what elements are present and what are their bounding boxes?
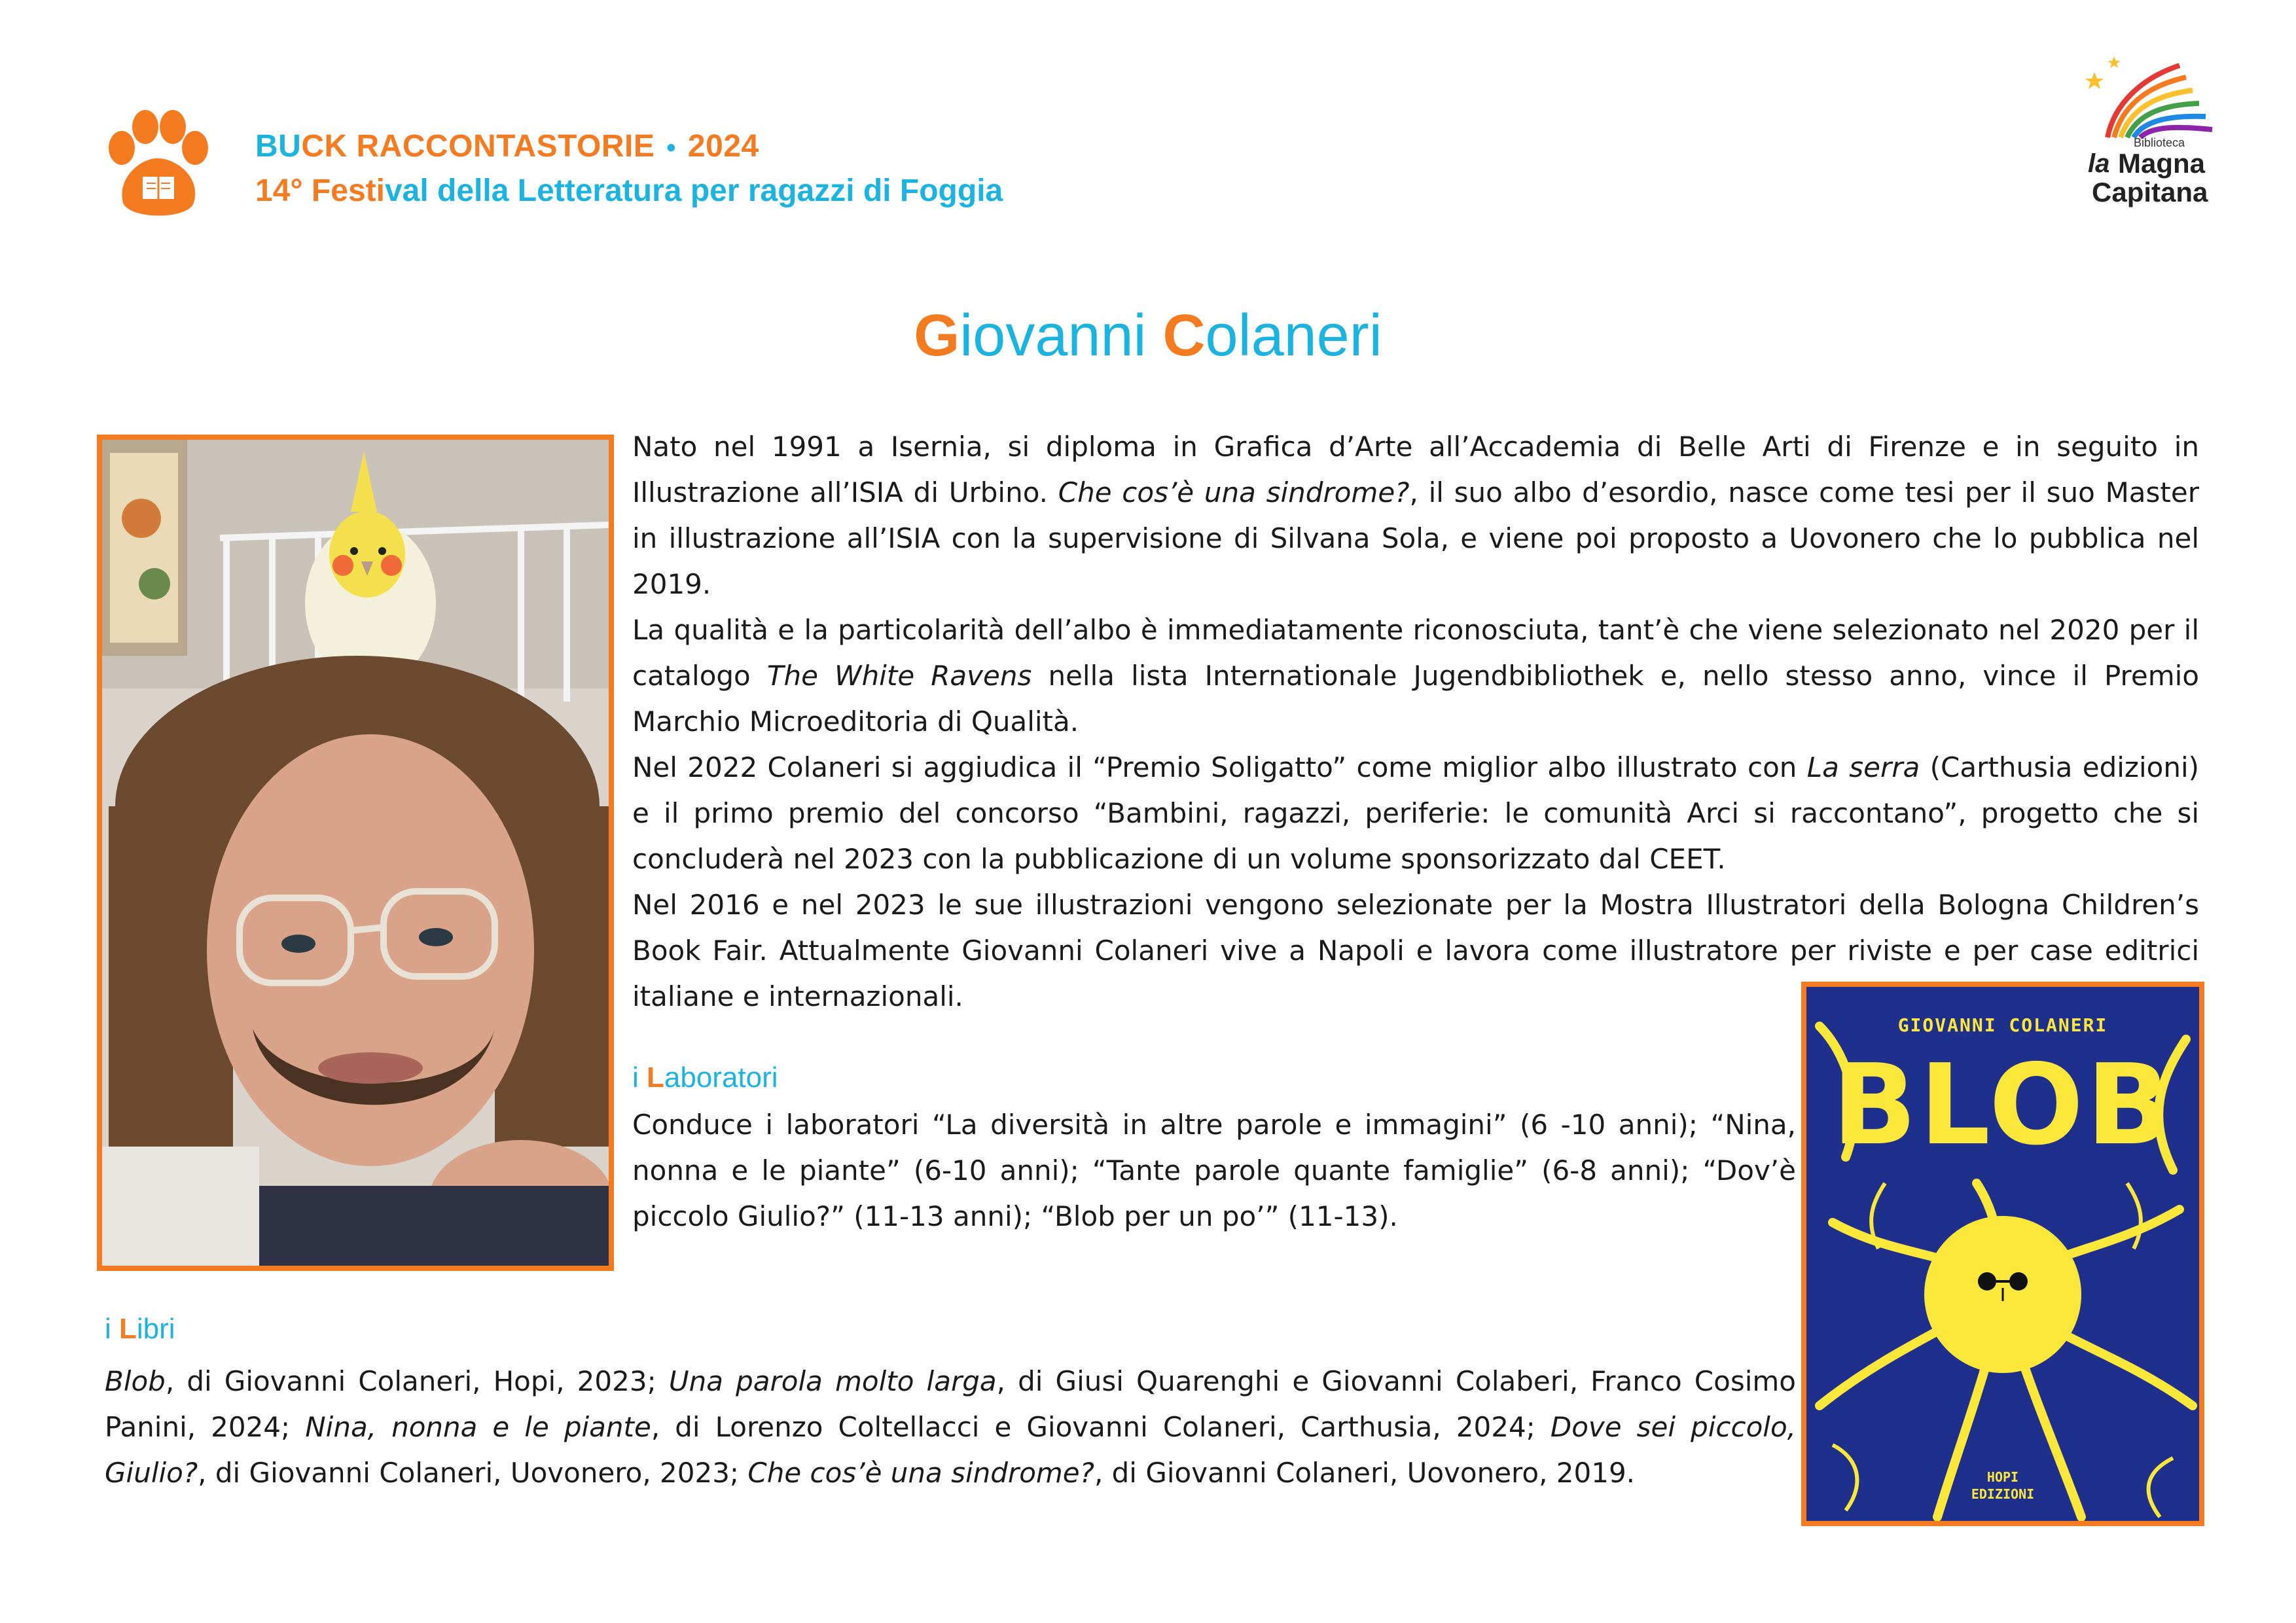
- book-details: , di Giovanni Colaneri, Uovonero, 2023;: [198, 1457, 748, 1489]
- festival-title: [255, 128, 759, 164]
- festival-title-part: C: [301, 129, 325, 164]
- festival-title-part: BU: [255, 129, 302, 164]
- book-title: Blob: [105, 1365, 166, 1397]
- heading-rest: aboratori: [664, 1061, 778, 1094]
- cover-publisher: [1801, 1469, 2204, 1503]
- laboratori-text: Conduce i laboratori “La diversità in altre parole e immagini” (6 -10 anni); “Nina, nonna e le piante” (6-10 anni); “Tante parole quante famiglie” (6-8 anni); “Dov’è piccolo Giulio?” (11-13 anni); “Blob per un po’” (11-13).: [632, 1109, 1796, 1232]
- bio-text-segment: (Carthusia edizioni) e il primo premio del concorso “Bambini, ragazzi, periferie: le comunità Arci si raccontano”, progetto che si concluderà nel 2023 con la pubblicazione di un volume sponsorizzato dal CEET.: [632, 751, 2200, 875]
- bio-italic-title: La serra: [1806, 751, 1920, 783]
- logo-magna-label: Magna: [2118, 148, 2206, 179]
- book-details: , di Lorenzo Coltellacci e Giovanni Colaneri, Carthusia, 2024;: [651, 1411, 1551, 1443]
- author-portrait: [97, 435, 614, 1271]
- heading-prefix: i: [632, 1061, 647, 1094]
- book-title: Che cos’è una sindrome?: [747, 1457, 1094, 1489]
- bio-italic-title: Che cos’è una sindrome?: [1058, 476, 1410, 508]
- bio-text-segment: nella lista Internationale Jugendbibliothek e, nello stesso anno, vince il Premio Marchio Microeditoria di Qualità.: [632, 660, 2200, 738]
- book-title: Una parola molto larga: [668, 1365, 997, 1397]
- subtitle-part: val della Le: [384, 173, 554, 208]
- bio-text-segment: La qualità e la particolarità dell’albo è immediatamente riconosciuta, tant’è che viene selezionato nel 2020 per il catalogo: [632, 614, 2199, 692]
- bio-text-segment: Nel 2022 Colaneri si aggiudica il “Premio Soligatto” come miglior albo illustrato con: [632, 751, 1807, 783]
- paw-book-logo-icon: [97, 105, 215, 223]
- subtitle-part: tt: [554, 173, 575, 208]
- bio-text: [632, 424, 2199, 1020]
- festival-subtitle: [255, 173, 1003, 209]
- name-initial: G: [914, 303, 960, 368]
- heading-initial: L: [647, 1061, 664, 1094]
- book-details: , di Giusi Quarenghi e Giovanni Colaberi, Franco Cosimo Panini, 2024;: [105, 1365, 1796, 1443]
- cover-publisher-line: HOPI: [1986, 1469, 2019, 1485]
- portrait-illustration: [102, 440, 609, 1266]
- name-rest: olaneri: [1205, 303, 1382, 368]
- festival-title-dot: •: [666, 134, 676, 162]
- bio-paragraph: [632, 745, 2199, 882]
- libri-text: [105, 1359, 1796, 1496]
- bio-text-segment: , il suo albo d’esordio, nasce come tesi per il suo Master in illustrazione all’ISIA con la supervisione di Silvana Sola, e viene poi proposto a Uovonero che lo pubblica nel 2019.: [632, 476, 2199, 600]
- laboratori-heading: [632, 1061, 778, 1094]
- subtitle-part: ti: [365, 173, 385, 208]
- bio-paragraph: Nel 2016 e nel 2023 le sue illustrazioni vengono selezionate per la Mostra Illustratori della Bologna Children’s Book Fair. Attualmente Giovanni Colaneri vive a Napoli e lavora come illustratore per riviste e per case editrici italiane e internazionali.: [632, 889, 2199, 1012]
- logo-biblioteca-label: Biblioteca: [2134, 136, 2185, 149]
- subtitle-part: eratura per ragazzi di Foggia: [575, 173, 1003, 208]
- heading-rest: ibri: [136, 1313, 175, 1345]
- festival-title-part: K RACCONTASTORIE: [324, 129, 655, 164]
- bio-text-segment: Nato nel 1991 a Isernia, si diploma in Grafica d’Arte all’Accademia di Belle Arti di Firenze e in seguito in Illustrazione all’ISIA di Urbino.: [632, 431, 2199, 508]
- cover-publisher-line: EDIZIONI: [1971, 1486, 2035, 1502]
- logo-la-label: la: [2088, 149, 2110, 178]
- subtitle-part: 14° Fes: [255, 173, 366, 208]
- festival-year: 2024: [687, 129, 759, 164]
- heading-prefix: i: [105, 1313, 119, 1345]
- bio-paragraph: [632, 424, 2199, 607]
- author-name: [0, 302, 2296, 370]
- cover-author: GIOVANNI COLANERI: [1897, 1014, 2108, 1036]
- bio-italic-title: The White Ravens: [766, 660, 1032, 692]
- name-initial: C: [1162, 303, 1206, 368]
- name-rest: iovanni: [960, 303, 1163, 368]
- cover-title: BLOB: [1832, 1041, 2174, 1170]
- book-details: , di Giovanni Colaneri, Hopi, 2023;: [165, 1365, 669, 1397]
- heading-initial: L: [119, 1313, 137, 1345]
- libri-heading: [105, 1313, 175, 1346]
- bio-paragraph: [632, 607, 2199, 745]
- logo-capitana-label: Capitana: [2092, 177, 2208, 207]
- book-title: Nina, nonna e le piante: [305, 1411, 651, 1443]
- book-title: Dove sei piccolo, Giulio?: [105, 1411, 1796, 1489]
- book-details: , di Giovanni Colaneri, Uovonero, 2019.: [1094, 1457, 1636, 1489]
